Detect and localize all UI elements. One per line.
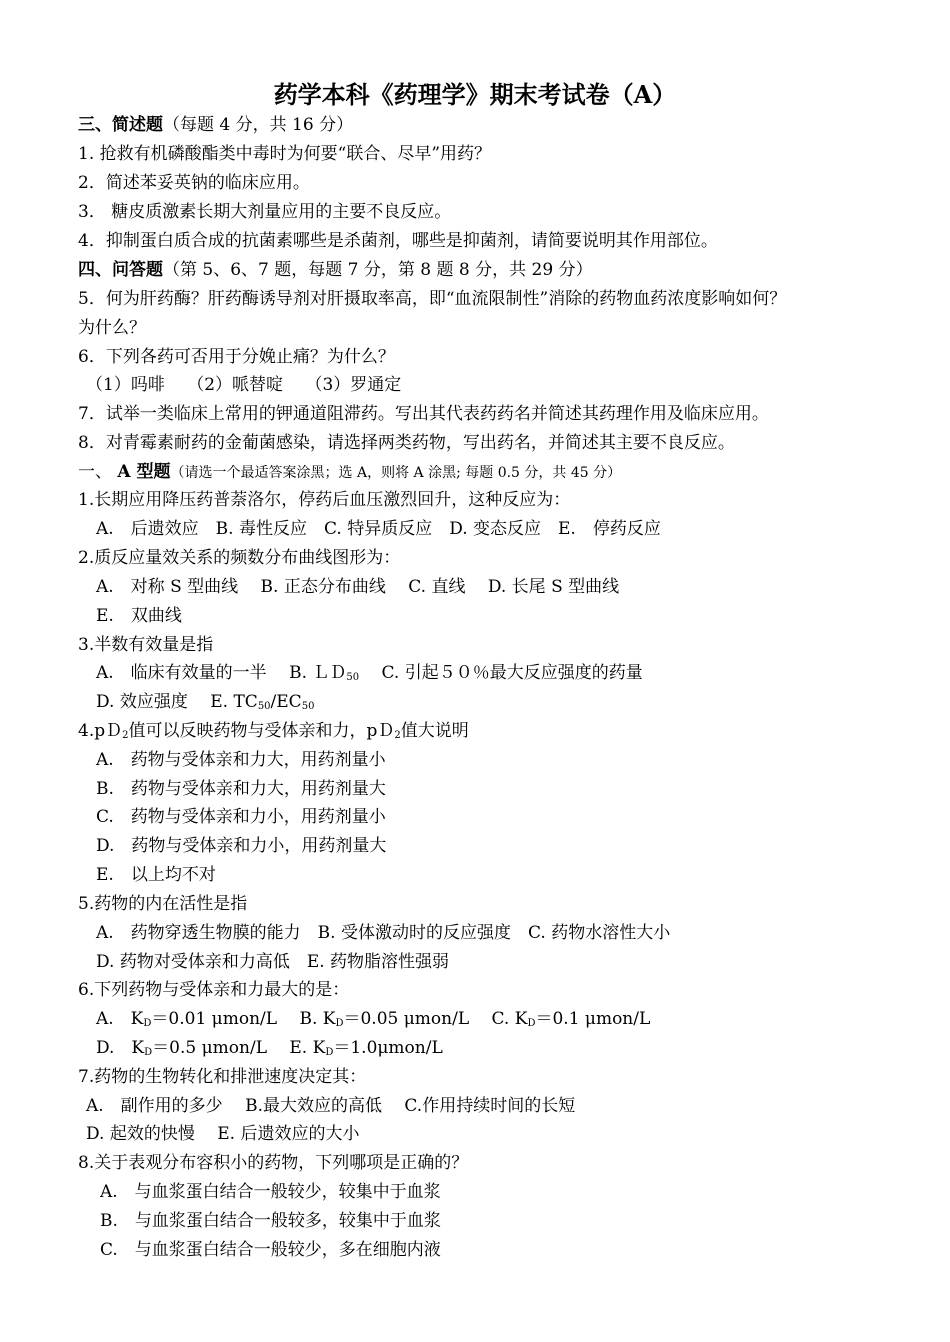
mc-q3-opt-text-de: D. 效应强度 E. TC (96, 692, 258, 712)
section-4-note: （第 5、6、7 题，每题 7 分，第 8 题 8 分，共 29 分） (163, 260, 593, 280)
mc-question-4 (78, 718, 910, 744)
section-1-heading: A 型题 (117, 462, 171, 482)
mc-q6-b-sub: D (335, 1018, 344, 1029)
mc-q6-b-pre: B. K (277, 1009, 336, 1029)
mc-q6-a-pre: A. K (96, 1009, 144, 1029)
mc-question-2: 2.质反应量效关系的频数分布曲线图形为： (78, 548, 401, 568)
mc-question-3-options-line1 (96, 660, 910, 686)
mc-question-5-options-line2: D. 药物对受体亲和力高低 E. 药物脂溶性强弱 (96, 952, 450, 972)
mc-question-6-options-line1 (96, 1006, 910, 1032)
section-3-note: （每题 4 分，共 16 分） (163, 115, 354, 135)
question-3-1: 1. 抢救有机磷酸酯类中毒时为何要“联合、尽早”用药？ (78, 144, 492, 164)
mc-q3-opt-text-a: A. 临床有效量的一半 B. ＬＤ (96, 663, 347, 683)
mc-question-7-options-line2: D. 起效的快慢 E. 后遗效应的大小 (86, 1124, 360, 1144)
section-3-header (78, 112, 910, 138)
mc-q3-opt-text-c: C. 引起５０％最大反应强度的药量 (359, 663, 643, 683)
mc-q3-ec-subscript: 50 (301, 701, 315, 712)
mc-q4-subscript-2: 2 (394, 730, 401, 741)
mc-q6-e-val: ＝1.0μmon/L (333, 1038, 443, 1058)
question-3-2: 2．简述苯妥英钠的临床应用。 (78, 173, 310, 193)
mc-q6-d-sub: D (144, 1047, 153, 1058)
mc-question-4-option-d: D. 药物与受体亲和力小，用药剂量大 (96, 836, 387, 856)
mc-question-8-option-c: C. 与血浆蛋白结合一般较少，多在细胞内液 (100, 1240, 441, 1260)
mc-q3-tc-subscript: 50 (257, 701, 271, 712)
section-3-heading: 三、简述题 (78, 115, 163, 135)
mc-question-5: 5.药物的内在活性是指 (78, 894, 248, 914)
mc-question-7: 7.药物的生物转化和排泄速度决定其： (78, 1067, 367, 1087)
mc-q6-a-val: ＝0.01 μmon/L (151, 1009, 278, 1029)
question-3-3: 3． 糖皮质激素长期大剂量应用的主要不良反应。 (78, 202, 452, 222)
question-4-8: 8．对青霉素耐药的金葡菌感染，请选择两类药物，写出药名，并简述其主要不良反应。 (78, 433, 735, 453)
mc-question-6-options-line2 (96, 1035, 910, 1061)
question-4-5-line2: 为什么？ (78, 318, 146, 338)
mc-q6-a-sub: D (143, 1018, 152, 1029)
mc-question-3: 3.半数有效量是指 (78, 635, 214, 655)
mc-question-8: 8.关于表观分布容积小的药物，下列哪项是正确的？ (78, 1153, 469, 1173)
section-1-header (78, 459, 910, 486)
mc-q6-b-val: ＝0.05 μmon/L (343, 1009, 470, 1029)
exam-title: 药学本科《药理学》期末考试卷（A） (273, 80, 677, 109)
question-4-5-line1: 5．何为肝药酶？肝药酶诱导剂对肝摄取率高，即“血流限制性”消除的药物血药浓度影响如何？ (78, 289, 787, 309)
question-4-6-options: （1）吗啡 （2）哌替啶 （3）罗通定 (86, 375, 402, 395)
mc-q3-ec-text: /EC (270, 692, 302, 712)
mc-question-4-option-b: B. 药物与受体亲和力大，用药剂量大 (96, 779, 386, 799)
mc-q6-d-pre: D. K (96, 1038, 145, 1058)
mc-q4-text-post: 值大说明 (400, 721, 469, 741)
mc-q3-ld-subscript: 50 (346, 672, 360, 683)
section-4-heading: 四、问答题 (78, 260, 163, 280)
mc-q6-c-pre: C. K (469, 1009, 528, 1029)
mc-question-5-options-line1: A. 药物穿透生物膜的能力 B. 受体激动时的反应强度 C. 药物水溶性大小 (96, 923, 671, 943)
mc-question-2-option-e: E. 双曲线 (96, 606, 182, 626)
section-1-note: （请选一个最适答案涂黑；选 A，则将 A 涂黑; 每题 0.5 分，共 45 分） (170, 465, 622, 481)
mc-q6-d-val: ＝0.5 μmon/L (152, 1038, 267, 1058)
question-4-6: 6．下列各药可否用于分娩止痛？为什么？ (78, 347, 395, 367)
mc-question-6: 6.下列药物与受体亲和力最大的是： (78, 980, 350, 1000)
mc-question-8-option-b: B. 与血浆蛋白结合一般较多，较集中于血浆 (100, 1211, 441, 1231)
question-4-7: 7．试举一类临床上常用的钾通道阻滞药。写出其代表药药名并简述其药理作用及临床应用。 (78, 404, 769, 424)
section-1-prefix: 一、 (78, 462, 118, 482)
question-3-4: 4．抑制蛋白质合成的抗菌素哪些是杀菌剂，哪些是抑菌剂，请简要说明其作用部位。 (78, 231, 718, 251)
section-4-header (78, 257, 910, 283)
mc-question-1-options: A. 后遗效应 B. 毒性反应 C. 特异质反应 D. 变态反应 E. 停药反应 (96, 519, 661, 539)
mc-q4-text-mid: 值可以反映药物与受体亲和力，pＤ (128, 721, 395, 741)
mc-q6-c-sub: D (527, 1018, 536, 1029)
mc-question-4-option-a: A. 药物与受体亲和力大，用药剂量小 (96, 750, 386, 770)
mc-q4-subscript-1: 2 (122, 730, 129, 741)
mc-question-7-options-line1: A. 副作用的多少 B.最大效应的高低 C.作用持续时间的长短 (86, 1096, 576, 1116)
mc-question-2-options: A. 对称 S 型曲线 B. 正态分布曲线 C. 直线 D. 长尾 S 型曲线 (96, 577, 620, 597)
mc-q6-c-val: ＝0.1 μmon/L (535, 1009, 651, 1029)
mc-question-8-option-a: A. 与血浆蛋白结合一般较少，较集中于血浆 (100, 1182, 441, 1202)
mc-question-4-option-c: C. 药物与受体亲和力小，用药剂量小 (96, 807, 386, 827)
mc-question-4-option-e: E. 以上均不对 (96, 865, 216, 885)
mc-question-1: 1.长期应用降压药普萘洛尔，停药后血压激烈回升，这种反应为： (78, 490, 571, 510)
mc-q6-e-pre: E. K (266, 1038, 326, 1058)
mc-q6-e-sub: D (325, 1047, 334, 1058)
mc-question-3-options-line2 (96, 689, 910, 715)
mc-q4-text-pre: 4.pＤ (78, 721, 123, 741)
